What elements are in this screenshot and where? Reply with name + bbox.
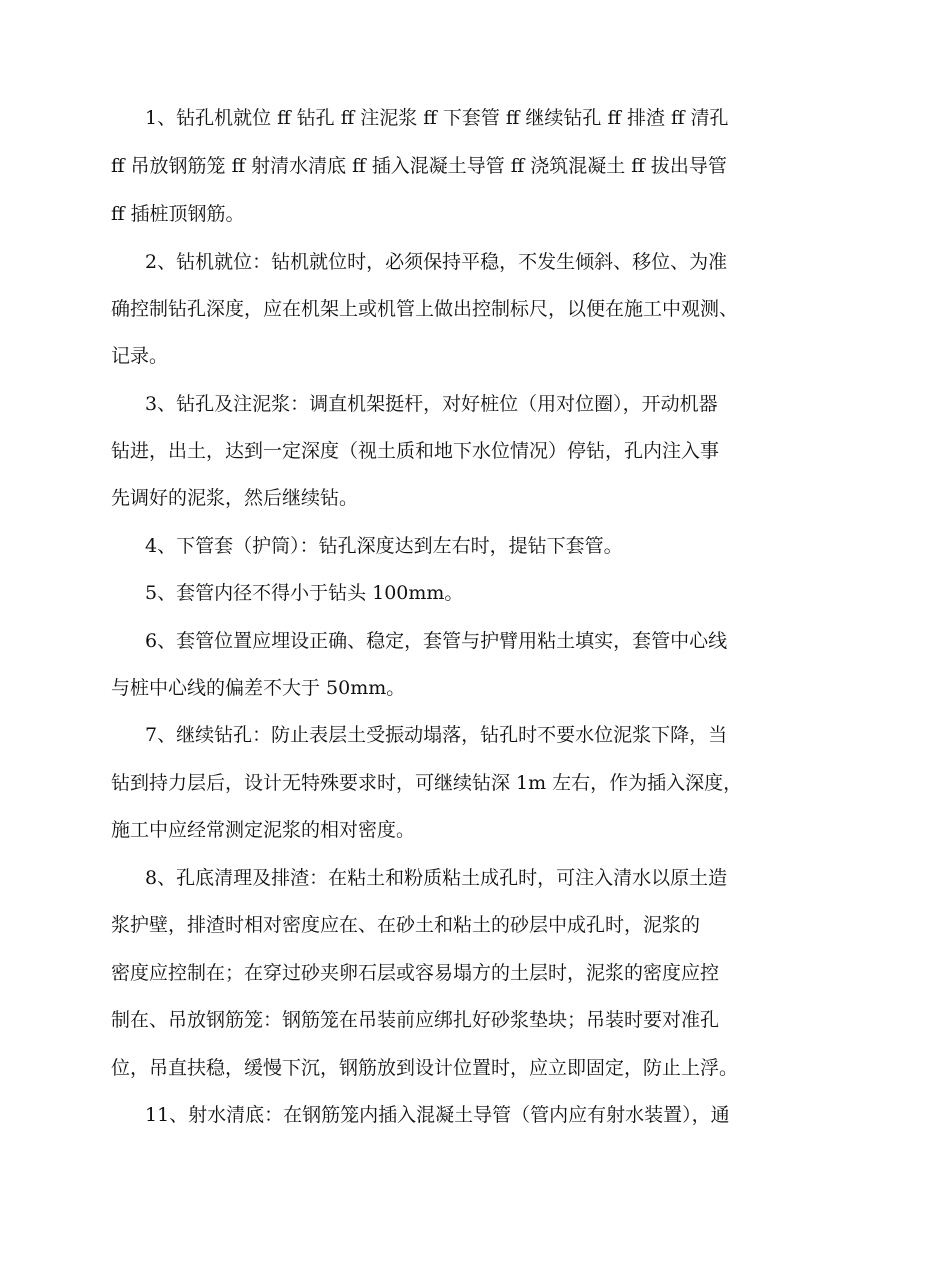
text-line: 11、射水清底：在钢筋笼内插入混凝土导管（管内应有射水装置），通 <box>145 1104 730 1126</box>
text-line: 与桩中心线的偏差不大于 50mm。 <box>111 677 406 699</box>
text-line: 钻进，出土，达到一定深度（视土质和地下水位情况）停钻，孔内注入事 <box>111 440 720 462</box>
text-line: 1、钻孔机就位 ff 钻孔 ff 注泥浆 ff 下套管 ff 继续钻孔 ff 排渣 ff 清孔 <box>145 107 729 129</box>
text-line: 8、孔底清理及排渣：在粘土和粉质粘土成孔时，可注入清水以原土造 <box>145 867 728 889</box>
text-line: 记录。 <box>111 345 169 367</box>
text-line: ff 吊放钢筋笼 ff 射清水清底 ff 插入混凝土导管 ff 浇筑混凝土 ff 拔出导管 <box>111 155 727 177</box>
text-line: 先调好的泥浆，然后继续钻。 <box>111 487 359 509</box>
text-line: 钻到持力层后，设计无特殊要求时，可继续钻深 1m 左右，作为插入深度， <box>111 772 743 794</box>
text-line: 确控制钻孔深度，应在机架上或机管上做出控制标尺，以便在施工中观测、 <box>111 298 739 320</box>
text-line: 浆护壁，排渣时相对密度应在、在砂土和粘土的砂层中成孔时，泥浆的 <box>111 914 701 936</box>
text-line: 密度应控制在；在穿过砂夹卵石层或容易塌方的土层时，泥浆的密度应控 <box>111 962 720 984</box>
text-line: ff 插桩顶钢筋。 <box>111 203 245 225</box>
text-line: 2、钻机就位：钻机就位时，必须保持平稳，不发生倾斜、移位、为准 <box>145 251 728 273</box>
text-line: 位，吊直扶稳，缓慢下沉，钢筋放到设计位置时，应立即固定，防止上浮。 <box>111 1057 739 1079</box>
text-line: 7、继续钻孔：防止表层土受振动塌落，钻孔时不要水位泥浆下降，当 <box>145 724 728 746</box>
text-line: 制在、吊放钢筋笼：钢筋笼在吊装前应绑扎好砂浆垫块；吊装时要对准孔 <box>111 1009 720 1031</box>
text-line: 3、钻孔及注泥浆：调直机架挺杆，对好桩位（用对位圈），开动机器 <box>145 393 718 415</box>
text-line: 6、套管位置应埋设正确、稳定，套管与护臂用粘土填实，套管中心线 <box>145 630 728 652</box>
text-line: 4、下管套（护筒）：钻孔深度达到左右时，提钻下套管。 <box>145 535 623 557</box>
text-line: 施工中应经常测定泥浆的相对密度。 <box>111 819 416 841</box>
text-line: 5、套管内径不得小于钻头 100mm。 <box>145 582 464 604</box>
